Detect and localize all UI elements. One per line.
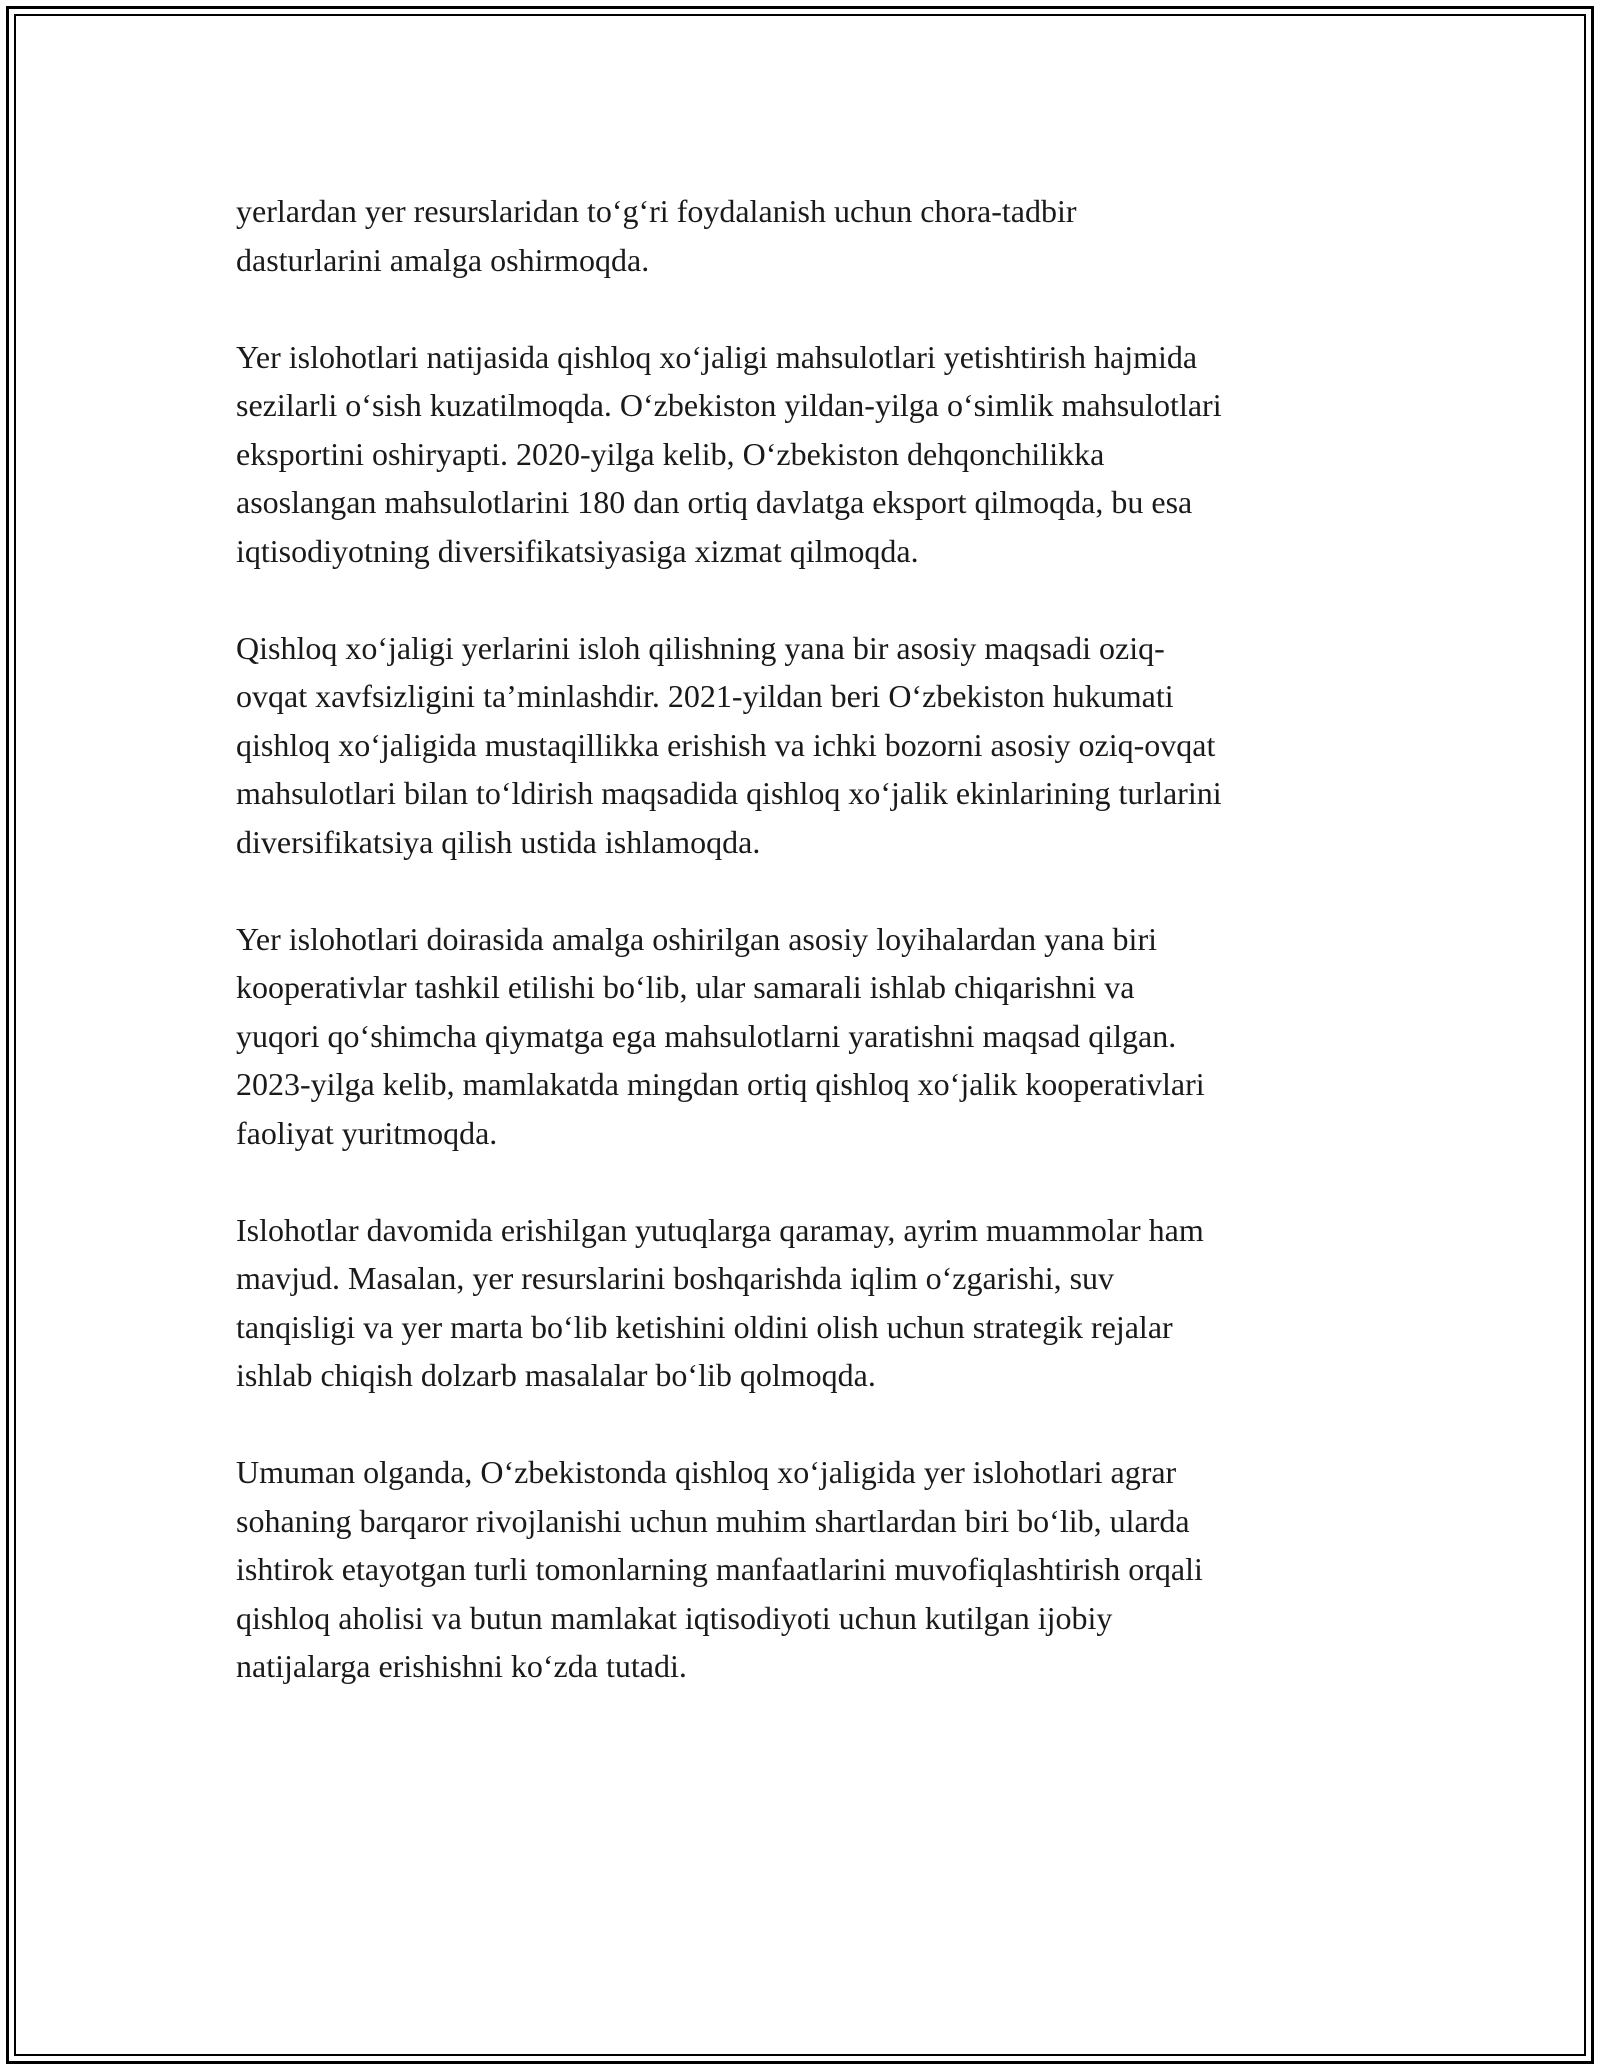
text-line: qishloq xo‘jaligida mustaqillikka erishish va ichki bozorni asosiy oziq-ovqat <box>236 726 1216 763</box>
paragraph-5 <box>236 1206 1376 1400</box>
text-line: ovqat xavfsizligini ta’minlashdir. 2021-yildan beri O‘zbekiston hukumati <box>236 678 1174 714</box>
text-line: Qishloq xo‘jaligi yerlarini isloh qilishning yana bir asosiy maqsadi oziq- <box>236 629 1165 666</box>
text-line: Yer islohotlari doirasida amalga oshirilgan asosiy loyihalardan yana biri <box>236 920 1157 957</box>
text-line: Umuman olganda, O‘zbekistonda qishloq xo‘jaligida yer islohotlari agrar <box>236 1454 1177 1490</box>
text-line: kooperativlar tashkil etilishi bo‘lib, ular samarali ishlab chiqarishni va <box>236 969 1135 1005</box>
text-line: yuqori qo‘shimcha qiymatga ega mahsulotlarni yaratishni maqsad qilgan. <box>236 1017 1177 1054</box>
text-line: Islohotlar davomida erishilgan yutuqlarga qaramay, ayrim muammolar ham <box>236 1211 1204 1248</box>
text-line: tanqisligi va yer marta bo‘lib ketishini oldini olish uchun strategik rejalar <box>236 1308 1173 1345</box>
text-line: ishlab chiqish dolzarb masalalar bo‘lib qolmoqda. <box>236 1357 876 1393</box>
text-line: natijalarga erishishni ko‘zda tutadi. <box>236 1648 687 1684</box>
paragraph-2 <box>236 333 1376 576</box>
text-line: faoliyat yuritmoqda. <box>236 1114 498 1151</box>
text-line: qishloq aholisi va butun mamlakat iqtisodiyoti uchun kutilgan ijobiy <box>236 1599 1113 1636</box>
text-line: iqtisodiyotning diversifikatsiyasiga xizmat qilmoqda. <box>236 532 919 569</box>
text-line: diversifikatsiya qilish ustida ishlamoqda. <box>236 823 761 860</box>
text-line: sezilarli o‘sish kuzatilmoqda. O‘zbekiston yildan-yilga o‘simlik mahsulotlari <box>236 387 1222 423</box>
text-line: dasturlarini amalga oshirmoqda. <box>236 241 650 278</box>
text-line: mavjud. Masalan, yer resurslarini boshqarishda iqlim o‘zgarishi, suv <box>236 1260 1115 1296</box>
text-line: 2023-yilga kelib, mamlakatda mingdan ortiq qishloq xo‘jalik kooperativlari <box>236 1066 1205 1102</box>
text-line: sohaning barqaror rivojlanishi uchun muhim shartlardan biri bo‘lib, ularda <box>236 1502 1190 1539</box>
text-line: asoslangan mahsulotlarini 180 dan ortiq davlatga eksport qilmoqda, bu esa <box>236 484 1193 520</box>
paragraph-4 <box>236 915 1376 1158</box>
paragraph-1 <box>236 187 1376 284</box>
text-line: yerlardan yer resurslaridan to‘g‘ri foydalanish uchun chora-tadbir <box>236 193 1077 229</box>
document-body <box>236 187 1376 1739</box>
paragraph-6 <box>236 1448 1376 1691</box>
text-line: Yer islohotlari natijasida qishloq xo‘jaligi mahsulotlari yetishtirish hajmida <box>236 338 1198 375</box>
text-line: ishtirok etayotgan turli tomonlarning manfaatlarini muvofiqlashtirish orqali <box>236 1551 1203 1587</box>
text-line: eksportini oshiryapti. 2020-yilga kelib, O‘zbekiston dehqonchilikka <box>236 435 1105 472</box>
text-line: mahsulotlari bilan to‘ldirish maqsadida qishloq xo‘jalik ekinlarining turlarini <box>236 775 1222 811</box>
paragraph-3 <box>236 624 1376 867</box>
